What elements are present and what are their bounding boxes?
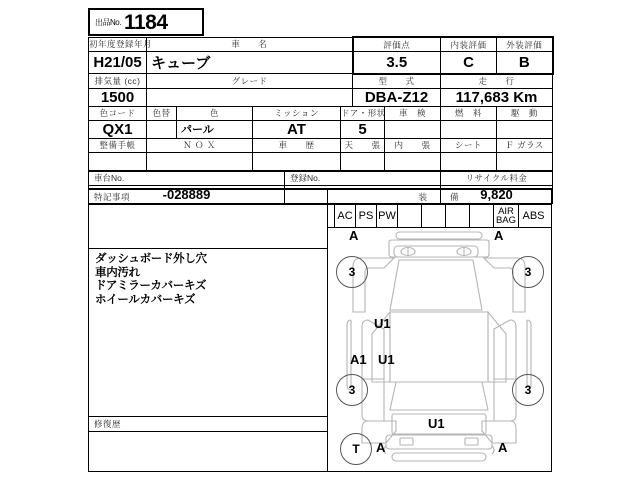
hdr-service-book: 整備手帳	[89, 138, 147, 152]
val-model-code: DBA-Z12	[353, 88, 441, 106]
notes-body	[89, 249, 327, 417]
hdr-color-changed: 色替	[147, 106, 177, 120]
val-inspection	[385, 120, 441, 138]
notes-header: 特記事項	[89, 190, 327, 205]
vehicle-info-grid	[88, 36, 554, 204]
notes-blank-area	[89, 205, 327, 249]
right-cabin-side	[488, 312, 506, 382]
rear-bumper-bar	[392, 453, 486, 461]
roof-panel	[390, 312, 488, 382]
hdr-mission: ミッション	[253, 106, 341, 120]
val-grade-score: 3.5	[353, 52, 441, 74]
damage-mark-rear-left-a: A	[376, 440, 386, 455]
val-interior-score: C	[441, 52, 497, 74]
rear-bumper-frame	[386, 435, 492, 449]
hdr-recycle-fee: リサイクル料金	[441, 171, 553, 186]
equipment-cell-blank-4	[470, 205, 494, 227]
hdr-nox: Ｎ Ｏ Ｘ	[147, 138, 253, 152]
row5-header	[89, 171, 553, 186]
val-headliner	[341, 152, 385, 171]
lower-section	[88, 188, 552, 472]
note-line: ダッシュボード外し穴	[95, 253, 207, 265]
val-door-shape: 5	[341, 120, 385, 138]
hdr-color: 色	[177, 106, 253, 120]
note-line: 車内汚れ	[95, 266, 140, 279]
car-damage-diagram	[328, 228, 551, 474]
equipment-cell-ac: AC	[335, 205, 356, 227]
equipment-row	[328, 205, 551, 228]
hdr-fuel: 燃 料	[441, 106, 497, 120]
front-bumper-bar	[396, 232, 482, 239]
equipment-title: 装 備	[328, 190, 551, 205]
equipment-cell-pw: PW	[377, 205, 398, 227]
val-fuel	[441, 120, 497, 138]
rear-left-light	[400, 438, 413, 445]
val-drive	[497, 120, 553, 138]
hdr-seat: シート	[441, 138, 497, 152]
val-service-book	[89, 152, 147, 171]
equipment-cell-abs: ABS	[522, 209, 545, 222]
hdr-front-glass: Ｆ ガラス	[497, 138, 553, 152]
damage-mark-rear-tire-t: T	[340, 433, 372, 465]
hdr-interior-score: 内装評価	[441, 37, 497, 52]
hdr-grade: グレード	[147, 74, 353, 89]
val-car-name: キューブ	[147, 52, 353, 74]
val-seat	[441, 152, 497, 171]
airbag-line-2: BAG	[495, 215, 517, 226]
hdr-first-reg: 初年度登録年月	[89, 37, 147, 52]
hdr-model-code: 型 式	[353, 74, 441, 89]
val-color: パール	[177, 120, 253, 138]
val-exterior-score: B	[497, 52, 553, 74]
hdr-car-name: 車 名	[147, 37, 353, 52]
hdr-headliner: 天 張	[341, 138, 385, 152]
equipment-cell-pad	[328, 205, 335, 227]
damage-mark-front-left-wheel: 3	[336, 256, 368, 288]
val-chassis-no: -028889	[89, 185, 285, 203]
rear-window	[390, 382, 488, 410]
damage-mark-front-left-a: A	[349, 228, 359, 243]
lot-number-value: 1184	[123, 10, 168, 34]
val-history	[253, 152, 341, 171]
hdr-inspection: 車 検	[385, 106, 441, 120]
damage-mark-rear-right-wheel: 3	[512, 374, 544, 406]
damage-mark-trunk-u1: U1	[428, 416, 445, 431]
hdr-registration-no: 登録No.	[285, 171, 441, 186]
val-color-code: QX1	[89, 120, 147, 138]
note-line: ドアミラーカバーキズ	[95, 280, 207, 292]
lot-number-box	[88, 8, 204, 36]
damage-mark-front-right-a: A	[494, 228, 504, 243]
hdr-door-shape: ドア・形状	[341, 108, 386, 118]
val-recycle-fee: 9,820	[441, 185, 553, 203]
note-line: ホイールカバーキズ	[95, 293, 196, 306]
val-door-trim	[385, 152, 441, 171]
hdr-color-code: 色コード	[89, 106, 147, 120]
rear-right-light	[465, 438, 478, 445]
equipment-cell-blank-1	[398, 205, 422, 227]
hdr-chassis-no: 車台No.	[89, 171, 285, 186]
auction-sheet	[88, 8, 552, 472]
hdr-door-trim: 内 張	[385, 138, 441, 152]
damage-mark-front-right-wheel: 3	[512, 256, 544, 288]
equipment-and-diagram-panel	[328, 188, 552, 472]
repair-history-header: 修復歴	[89, 417, 327, 432]
damage-mark-rear-right-a: A	[498, 440, 508, 455]
val-grade	[147, 88, 353, 106]
damage-mark-rear-left-wheel: 3	[336, 374, 368, 406]
row2-header	[89, 74, 553, 89]
hdr-mileage: 走 行	[441, 74, 553, 89]
row3-header	[89, 106, 553, 120]
repair-history-body	[89, 432, 327, 474]
hdr-drive: 駆 動	[497, 106, 553, 120]
equipment-cell-blank-3	[446, 205, 470, 227]
damage-mark-left-front-door-u1: U1	[374, 316, 391, 331]
row1-header	[89, 37, 553, 52]
lot-number-label: 出品No.	[95, 17, 121, 27]
damage-mark-left-rear-a1: A1	[350, 352, 367, 367]
equipment-cell-blank-2	[422, 205, 446, 227]
val-front-glass	[497, 152, 553, 171]
hdr-displacement: 排気量 (cc)	[89, 74, 147, 89]
airbag-line-1: AIR	[498, 205, 514, 217]
val-mileage: 117,683 Km	[441, 88, 553, 106]
row4-header	[89, 138, 553, 152]
right-front-door	[494, 320, 516, 379]
hdr-exterior-score: 外装評価	[497, 37, 553, 52]
equipment-cell-ps: PS	[356, 205, 377, 227]
val-first-reg: H21/05	[89, 52, 147, 74]
row3-values	[89, 120, 553, 138]
hdr-grade-score: 評価点	[353, 37, 441, 52]
hood	[390, 260, 482, 310]
row2-values	[89, 88, 553, 106]
notes-panel	[88, 188, 328, 472]
equipment-cell-airbag	[494, 205, 519, 227]
hdr-history: 車 歴	[253, 138, 341, 152]
val-color-changed	[147, 120, 177, 138]
val-nox	[147, 152, 253, 171]
val-mission: AT	[253, 120, 341, 138]
damage-mark-left-rear-door-u1: U1	[378, 352, 395, 367]
row1-values	[89, 52, 553, 74]
val-displacement: 1500	[89, 88, 147, 106]
row4-values	[89, 152, 553, 171]
